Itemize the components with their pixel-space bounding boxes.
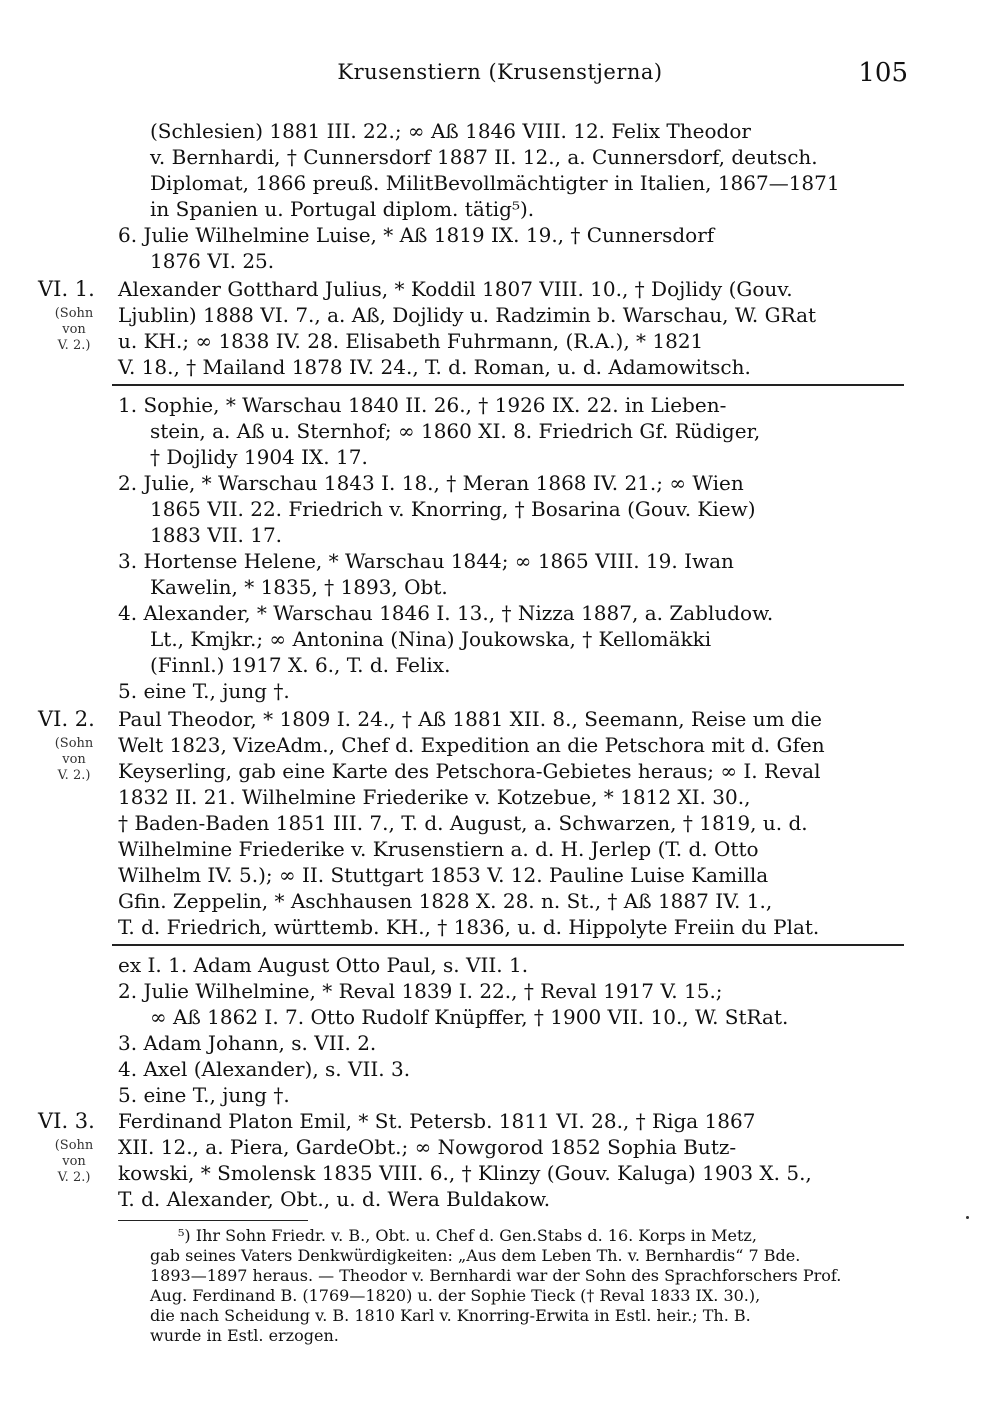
- entry-line: u. KH.; ∞ 1838 IV. 28. Elisabeth Fuhrmann, (R.A.), * 1821: [118, 329, 704, 353]
- text-line: v. Bernhardi, † Cunnersdorf 1887 II. 12., a. Cunnersdorf, deutsch.: [150, 145, 818, 169]
- generation-label: VI. 3.: [38, 1109, 95, 1133]
- child-line: † Dojlidy 1904 IX. 17.: [150, 445, 368, 469]
- child-line: 2. Julie Wilhelmine, * Reval 1839 I. 22., † Reval 1917 V. 15.;: [118, 979, 723, 1003]
- child-line: Lt., Kmjkr.; ∞ Antonina (Nina) Joukowska, † Kellomäkki: [150, 627, 712, 651]
- child-line: 5. eine T., jung †.: [118, 679, 290, 703]
- child-line: (Finnl.) 1917 X. 6., T. d. Felix.: [150, 653, 451, 677]
- parentage-note: (Sohn: [54, 1138, 94, 1153]
- entry-line: Gfin. Zeppelin, * Aschhausen 1828 X. 28. n. St., † Aß 1887 IV. 1.,: [118, 889, 773, 913]
- entry-line: T. d. Friedrich, württemb. KH., † 1836, u. d. Hippolyte Freiin du Plat.: [118, 915, 820, 939]
- print-speck: [966, 1216, 969, 1219]
- text-line: 1876 VI. 25.: [150, 249, 275, 273]
- child-line: 1865 VII. 22. Friedrich v. Knorring, † Bosarina (Gouv. Kiew): [150, 497, 756, 521]
- entry-line: Keyserling, gab eine Karte des Petschora-Gebietes heraus; ∞ I. Reval: [118, 759, 821, 783]
- parentage-note: (Sohn: [54, 306, 94, 321]
- generation-label: VI. 2.: [38, 707, 95, 731]
- entry-line: Welt 1823, VizeAdm., Chef d. Expedition an die Petschora mit d. Gfen: [118, 733, 825, 757]
- text-line: (Schlesien) 1881 III. 22.; ∞ Aß 1846 VIII. 12. Felix Theodor: [150, 119, 751, 143]
- page-number: 105: [858, 58, 908, 88]
- footnote-line: Aug. Ferdinand B. (1769—1820) u. der Sophie Tieck († Reval 1833 IX. 30.),: [150, 1286, 761, 1305]
- entry-line: XII. 12., a. Piera, GardeObt.; ∞ Nowgorod 1852 Sophia Butz-: [118, 1135, 737, 1159]
- running-header: Krusenstiern (Krusenstjerna): [337, 60, 663, 84]
- section-rule: [112, 384, 904, 386]
- entry-line: Paul Theodor, * 1809 I. 24., † Aß 1881 XII. 8., Seemann, Reise um die: [118, 707, 822, 731]
- child-line: 3. Adam Johann, s. VII. 2.: [118, 1031, 377, 1055]
- child-line: 1. Sophie, * Warschau 1840 II. 26., † 1926 IX. 22. in Lieben-: [118, 393, 727, 417]
- text-line: Diplomat, 1866 preuß. MilitBevollmächtigter in Italien, 1867—1871: [150, 171, 840, 195]
- child-line: 4. Axel (Alexander), s. VII. 3.: [118, 1057, 411, 1081]
- child-line: ex I. 1. Adam August Otto Paul, s. VII. 1.: [118, 953, 529, 977]
- footnote-line: gab seines Vaters Denkwürdigkeiten: „Aus dem Leben Th. v. Bernhardis“ 7 Bde.: [150, 1246, 801, 1265]
- parentage-note: V. 2.): [57, 1170, 91, 1185]
- entry-line: Wilhelmine Friederike v. Krusenstiern a. d. H. Jerlep (T. d. Otto: [118, 837, 759, 861]
- generation-label: VI. 1.: [38, 277, 95, 301]
- parentage-note: (Sohn: [54, 736, 94, 751]
- section-rule: [112, 944, 904, 946]
- parentage-note: V. 2.): [57, 768, 91, 783]
- child-line: stein, a. Aß u. Sternhof; ∞ 1860 XI. 8. Friedrich Gf. Rüdiger,: [150, 419, 761, 443]
- entry-line: Wilhelm IV. 5.); ∞ II. Stuttgart 1853 V. 12. Pauline Luise Kamilla: [118, 863, 769, 887]
- footnote-line: wurde in Estl. erzogen.: [150, 1326, 339, 1345]
- child-line: ∞ Aß 1862 I. 7. Otto Rudolf Knüpffer, † 1900 VII. 10., W. StRat.: [150, 1005, 789, 1029]
- footnote-line: ⁵) Ihr Sohn Friedr. v. B., Obt. u. Chef d. Gen.Stabs d. 16. Korps in Metz,: [178, 1226, 757, 1245]
- entry-line: Ferdinand Platon Emil, * St. Petersb. 1811 VI. 28., † Riga 1867: [118, 1109, 756, 1133]
- entry-line: † Baden-Baden 1851 III. 7., T. d. August, a. Schwarzen, † 1819, u. d.: [118, 811, 808, 835]
- footnote-line: die nach Scheidung v. B. 1810 Karl v. Knorring-Erwita in Estl. heir.; Th. B.: [150, 1306, 751, 1325]
- parentage-note: von: [62, 322, 86, 337]
- child-line: 1883 VII. 17.: [150, 523, 283, 547]
- text-line: in Spanien u. Portugal diplom. tätig⁵).: [150, 197, 535, 221]
- entry-line: V. 18., † Mailand 1878 IV. 24., T. d. Roman, u. d. Adamowitsch.: [118, 355, 751, 379]
- entry-line: kowski, * Smolensk 1835 VIII. 6., † Klinzy (Gouv. Kaluga) 1903 X. 5.,: [118, 1161, 812, 1185]
- entry-line: Ljublin) 1888 VI. 7., a. Aß, Dojlidy u. Radzimin b. Warschau, W. GRat: [118, 303, 817, 327]
- parentage-note: von: [62, 752, 86, 767]
- entry-line: 1832 II. 21. Wilhelmine Friederike v. Kotzebue, * 1812 XI. 30.,: [118, 785, 751, 809]
- child-line: 5. eine T., jung †.: [118, 1083, 290, 1107]
- entry-line: Alexander Gotthard Julius, * Koddil 1807 VIII. 10., † Dojlidy (Gouv.: [118, 277, 793, 301]
- child-line: 2. Julie, * Warschau 1843 I. 18., † Meran 1868 IV. 21.; ∞ Wien: [118, 471, 744, 495]
- text-line: 6. Julie Wilhelmine Luise, * Aß 1819 IX. 19., † Cunnersdorf: [118, 223, 715, 247]
- footnote-line: 1893—1897 heraus. — Theodor v. Bernhardi war der Sohn des Sprachforschers Prof.: [150, 1266, 842, 1285]
- child-line: Kawelin, * 1835, † 1893, Obt.: [150, 575, 448, 599]
- child-line: 3. Hortense Helene, * Warschau 1844; ∞ 1865 VIII. 19. Iwan: [118, 549, 734, 573]
- parentage-note: von: [62, 1154, 86, 1169]
- child-line: 4. Alexander, * Warschau 1846 I. 13., † Nizza 1887, a. Zabludow.: [118, 601, 774, 625]
- entry-line: T. d. Alexander, Obt., u. d. Wera Buldakow.: [118, 1187, 551, 1211]
- parentage-note: V. 2.): [57, 338, 91, 353]
- footnote-rule: [118, 1220, 308, 1221]
